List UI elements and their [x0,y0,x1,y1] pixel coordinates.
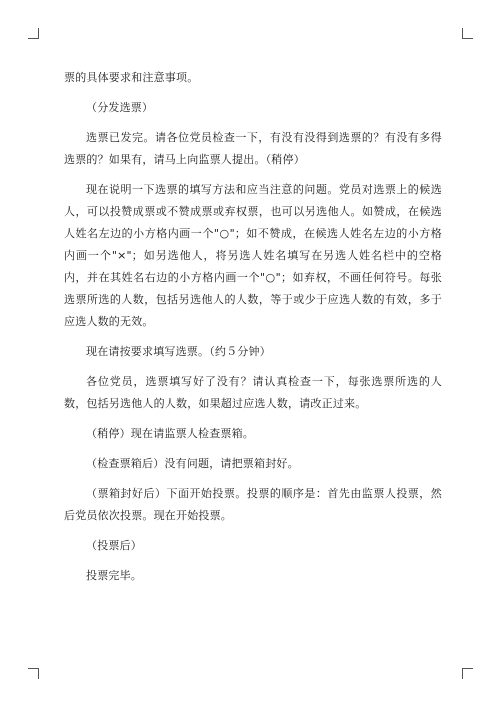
paragraph-continuation: 票的具体要求和注意事项。 [64,71,199,84]
paragraph-seal-box: （检查票箱后）没有问题，请把票箱封好。 [86,457,299,470]
crop-mark-top-left [28,28,39,39]
crop-mark-bottom-left [28,668,39,679]
paragraph-voting-complete: 投票完毕。 [86,569,142,582]
crop-mark-top-right [462,28,473,39]
paragraph-distribute-ballots: （分发选票） [86,101,154,114]
paragraph-inspect-box: （稍停）现在请监票人检查票箱。 [86,427,254,440]
document-body [64,67,442,595]
crop-mark-bottom-right [462,668,473,679]
paragraph-fill-ballots: 现在请按要求填写选票。（约５分钟） [86,345,271,358]
paragraph-ballot-check: 选票已发完。请各位党员检查一下，有没有没得到选票的？有没有多得选票的？如果有，请马上向监票人提出。（稍停） [64,131,442,166]
paragraph-start-voting: （票箱封好后）下面开始投票。投票的顺序是：首先由监票人投票，然后党员依次投票。现在开始投票。 [64,487,442,522]
paragraph-verify-ballots: 各位党员，选票填写好了没有？请认真检查一下，每张选票所选的人数，包括另选他人的人数，如果超过应选人数，请改正过来。 [64,375,442,410]
paragraph-filling-instructions: 现在说明一下选票的填写方法和应当注意的问题。党员对选票上的候选人，可以投赞成票或不赞成票或弃权票，也可以另选他人。如赞成，在候选人姓名左边的小方格内画一个"○"；如不赞成，在候选人姓名左边的小方格内画一个"×"；如另选他人，将另选人姓名填写在另选人姓名栏中的空格内，并在其姓名右边的小方格内画一个"○"；如弃权，不画任何符号。每张选票所选的人数，包括另选他人的人数，等于或少于应选人数的有效，多于应选人数的无效。 [64,183,442,328]
paragraph-after-voting: （投票后） [86,539,142,552]
